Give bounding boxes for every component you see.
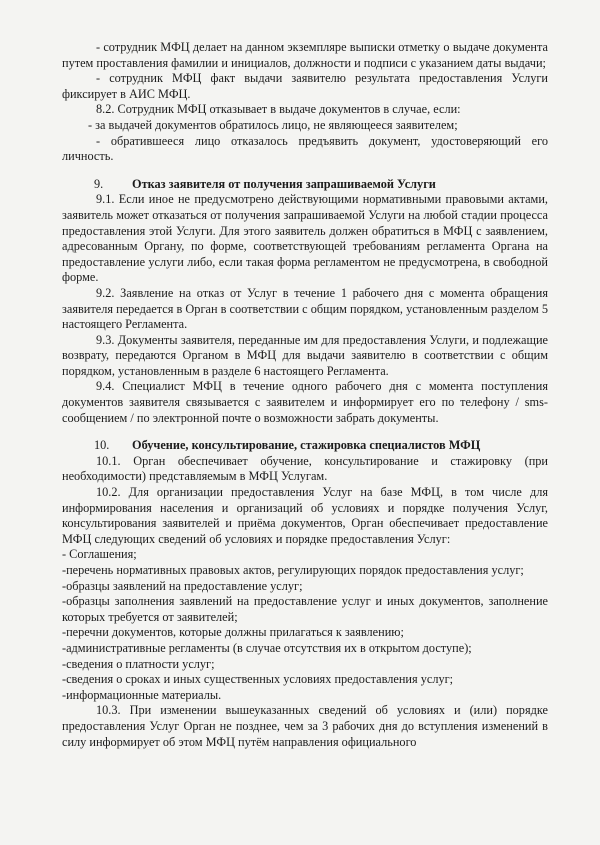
paragraph: 9.1. Если иное не предусмотрено действующими нормативными правовыми актами, заявитель может отказаться от получения запрашиваемой Услуги на любой стадии процесса предоставления этой Услуги. Для этого заявитель должен обратиться в МФЦ с заявлением, адресованным Органу, по форме, соответствующей требованиям регламента Органа на предоставление услуги либо, если такая форма регламентом не предусмотрена, в свободной форме.	[62, 192, 548, 285]
section-heading	[62, 438, 548, 454]
section-heading	[62, 177, 548, 193]
paragraph: 9.2. Заявление на отказ от Услуг в течение 1 рабочего дня с момента обращения заявителя передается в Орган в соответствии с общим порядком, установленным разделом 5 настоящего Регламента.	[62, 285, 548, 332]
paragraph: - за выдачей документов обратилось лицо, не являющееся заявителем;	[88, 117, 458, 132]
section-title: Обучение, консультирование, стажировка специалистов МФЦ	[132, 438, 481, 453]
section-number: 9.	[94, 176, 104, 191]
paragraph: 10.1. Орган обеспечивает обучение, консультирование и стажировку (при необходимости) представляемым в МФЦ Услугам.	[62, 453, 548, 484]
paragraph: - сотрудник МФЦ факт выдачи заявителю результата предоставления Услуги фиксирует в АИС МФЦ.	[62, 71, 548, 101]
list-item: -информационные материалы.	[62, 687, 222, 702]
list-item: - Соглашения;	[62, 547, 137, 562]
list-item: -образцы заполнения заявлений на предоставление услуг и иных документов, заполнение которых требуется от заявителей;	[62, 594, 548, 624]
paragraph: - обратившееся лицо отказалось предъявить документ, удостоверяющий его личность.	[62, 133, 548, 164]
paragraph: 9.3. Документы заявителя, переданные им для предоставления Услуги, и подлежащие возврату, передаются Органом в МФЦ для выдачи заявителю в соответствии с общим порядком, установленным в разделе 6 настоящего Регламента.	[62, 332, 548, 378]
section-title: Отказ заявителя от получения запрашиваемой Услуги	[132, 176, 436, 191]
list-item: -сведения о сроках и иных существенных условиях предоставления услуг;	[62, 672, 454, 687]
section-number: 10.	[94, 438, 110, 453]
paragraph: 10.3. При изменении вышеуказанных сведений об условиях и (или) порядке предоставления Услуг Орган не позднее, чем за 3 рабочих дня до вступления изменений в силу информирует об этом МФЦ путём направления официального	[62, 703, 548, 749]
paragraph: 8.2. Сотрудник МФЦ отказывает в выдаче документов в случае, если:	[96, 102, 461, 117]
list-item: -перечень нормативных правовых актов, регулирующих порядок предоставления услуг;	[62, 563, 524, 577]
list-item: -сведения о платности услуг;	[62, 656, 215, 671]
paragraph: 9.4. Специалист МФЦ в течение одного рабочего дня с момента поступления документов заявителя связывается с заявителем и информирует его по телефону / sms-сообщением / по электронной почте о возможности забрать документы.	[62, 379, 548, 425]
paragraph: 10.2. Для организации предоставления Услуг на базе МФЦ, в том числе для информирования населения и организаций об условиях и порядке получения Услуг, консультирования заявителей и приёма документов, Орган обеспечивает предоставление МФЦ следующих сведений об условиях и порядке предоставления Услуг:	[62, 485, 548, 546]
list-item: -образцы заявлений на предоставление услуг;	[62, 578, 303, 593]
list-item: -административные регламенты (в случае отсутствия их в открытом доступе);	[62, 640, 472, 655]
list-item: -перечни документов, которые должны прилагаться к заявлению;	[62, 625, 404, 640]
paragraph: - сотрудник МФЦ делает на данном экземпляре выписки отметку о выдаче документа путем проставления фамилии и инициалов, должности и подписи с указанием даты выдачи;	[62, 40, 548, 70]
